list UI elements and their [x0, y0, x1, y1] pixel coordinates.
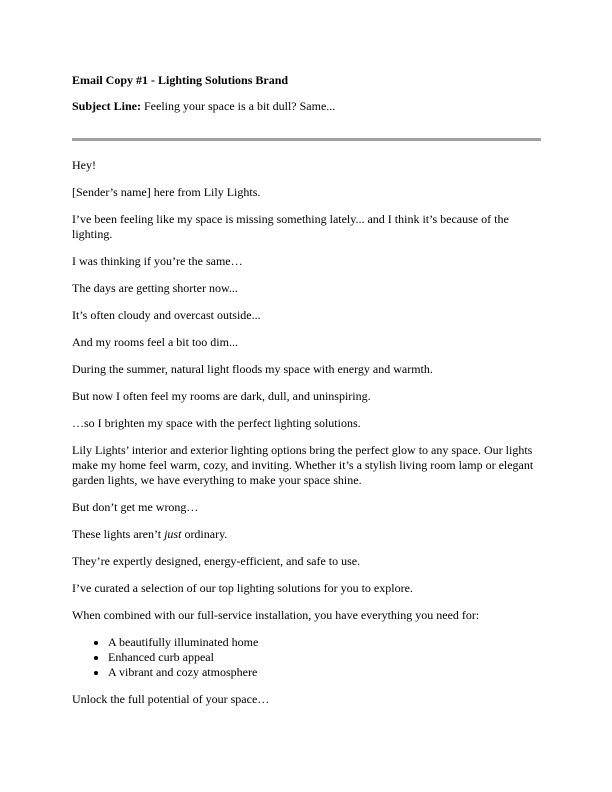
paragraph: Lily Lights’ interior and exterior lighting options bring the perfect glow to any space. Our lights make my home feel warm, cozy, and inviting. Whether it’s a stylish living room lamp or elegant garden lights, we have everything to make your space shine.: [72, 443, 534, 487]
paragraph: When combined with our full-service installation, you have everything you need for:: [72, 608, 480, 622]
paragraph: I’ve been feeling like my space is missing something lately... and I think it’s because of the lighting.: [72, 212, 509, 241]
document-page: [72, 73, 542, 719]
text-run: ordinary.: [181, 527, 228, 541]
horizontal-rule: [72, 138, 541, 141]
paragraph: [Sender’s name] here from Lily Lights.: [72, 185, 261, 199]
document-title: Email Copy #1 - Lighting Solutions Brand: [72, 73, 289, 87]
list-item: • A vibrant and cozy atmosphere: [108, 665, 542, 680]
paragraph: But don’t get me wrong…: [72, 500, 199, 514]
paragraph: I’ve curated a selection of our top lighting solutions for you to explore.: [72, 581, 413, 595]
paragraph: During the summer, natural light floods my space with energy and warmth.: [72, 362, 433, 376]
paragraph: And my rooms feel a bit too dim...: [72, 335, 238, 349]
text-run: These lights aren’t: [72, 527, 165, 541]
list-item: • Enhanced curb appeal: [108, 650, 542, 665]
subject-line: [72, 99, 542, 114]
list-item: • A beautifully illuminated home: [108, 635, 542, 650]
paragraph: They’re expertly designed, energy-efficient, and safe to use.: [72, 554, 361, 568]
paragraph: But now I often feel my rooms are dark, dull, and uninspiring.: [72, 389, 371, 403]
closing-paragraph: Unlock the full potential of your space…: [72, 692, 270, 706]
paragraph: The days are getting shorter now...: [72, 281, 238, 295]
subject-text: Feeling your space is a bit dull? Same...: [141, 99, 336, 113]
paragraph: Hey!: [72, 158, 96, 172]
italic-emphasis: just: [164, 527, 182, 541]
paragraph-ordinary: [72, 527, 542, 542]
paragraph: It’s often cloudy and overcast outside...: [72, 308, 261, 322]
paragraph: …so I brighten my space with the perfect lighting solutions.: [72, 416, 361, 430]
paragraph: I was thinking if you’re the same…: [72, 254, 243, 268]
subject-label: Subject Line:: [72, 99, 141, 113]
benefits-list: [72, 635, 542, 680]
